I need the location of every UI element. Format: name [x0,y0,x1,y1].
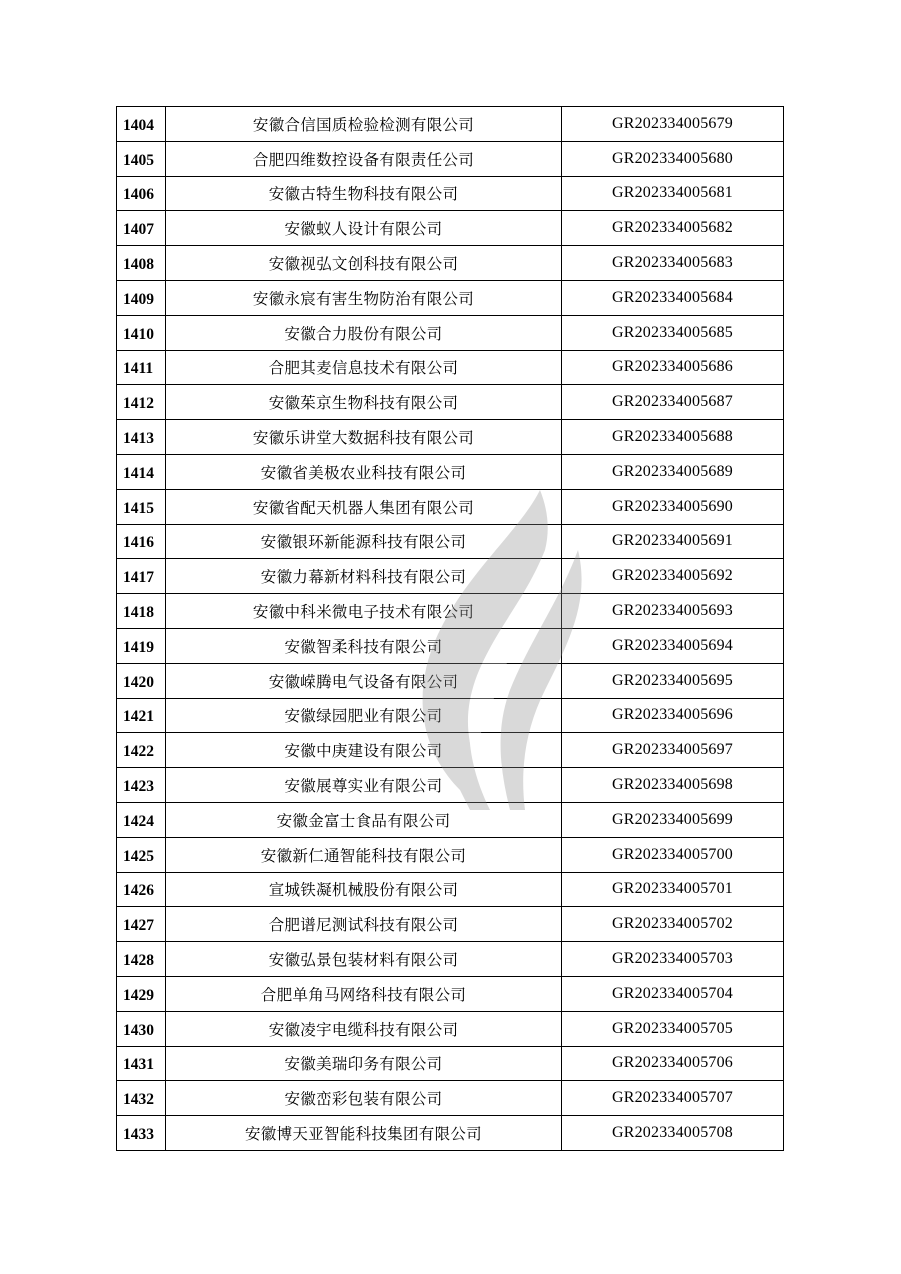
company-name-cell: 安徽力幕新材料科技有限公司 [166,559,562,594]
table-row [117,211,784,246]
certificate-number-cell: GR202334005702 [562,907,784,942]
table-row [117,246,784,281]
row-index-cell: 1404 [117,107,166,142]
company-name-cell: 安徽绿园肥业有限公司 [166,698,562,733]
row-index-cell: 1425 [117,837,166,872]
table-row [117,315,784,350]
table-row [117,976,784,1011]
row-index-cell: 1414 [117,454,166,489]
company-name-cell: 安徽智柔科技有限公司 [166,628,562,663]
table-row [117,454,784,489]
certificate-number-cell: GR202334005697 [562,733,784,768]
company-name-cell: 安徽嵘腾电气设备有限公司 [166,663,562,698]
certificate-number-cell: GR202334005685 [562,315,784,350]
table-row [117,802,784,837]
table-row [117,1116,784,1151]
row-index-cell: 1418 [117,594,166,629]
row-index-cell: 1422 [117,733,166,768]
row-index-cell: 1416 [117,524,166,559]
certificate-number-cell: GR202334005679 [562,107,784,142]
row-index-cell: 1421 [117,698,166,733]
row-index-cell: 1429 [117,976,166,1011]
row-index-cell: 1428 [117,942,166,977]
company-name-cell: 安徽金富士食品有限公司 [166,802,562,837]
row-index-cell: 1426 [117,872,166,907]
certificate-number-cell: GR202334005687 [562,385,784,420]
row-index-cell: 1408 [117,246,166,281]
table-row [117,420,784,455]
table-row [117,489,784,524]
certificate-number-cell: GR202334005701 [562,872,784,907]
table-row [117,1046,784,1081]
company-certificate-table [116,106,784,1151]
certificate-number-cell: GR202334005706 [562,1046,784,1081]
company-name-cell: 合肥四维数控设备有限责任公司 [166,141,562,176]
company-name-cell: 宣城铁凝机械股份有限公司 [166,872,562,907]
company-name-cell: 合肥单角马网络科技有限公司 [166,976,562,1011]
table-row [117,907,784,942]
certificate-number-cell: GR202334005698 [562,768,784,803]
row-index-cell: 1413 [117,420,166,455]
row-index-cell: 1405 [117,141,166,176]
company-name-cell: 合肥谱尼测试科技有限公司 [166,907,562,942]
row-index-cell: 1406 [117,176,166,211]
row-index-cell: 1409 [117,280,166,315]
table-row [117,663,784,698]
table-row [117,768,784,803]
row-index-cell: 1427 [117,907,166,942]
company-name-cell: 安徽蚁人设计有限公司 [166,211,562,246]
company-name-cell: 安徽博天亚智能科技集团有限公司 [166,1116,562,1151]
certificate-number-cell: GR202334005682 [562,211,784,246]
table-row [117,1081,784,1116]
table-row [117,280,784,315]
table-row [117,837,784,872]
certificate-number-cell: GR202334005689 [562,454,784,489]
table-row [117,141,784,176]
row-index-cell: 1411 [117,350,166,385]
table-row [117,176,784,211]
company-name-cell: 安徽视弘文创科技有限公司 [166,246,562,281]
row-index-cell: 1420 [117,663,166,698]
table-row [117,594,784,629]
row-index-cell: 1407 [117,211,166,246]
certificate-number-cell: GR202334005704 [562,976,784,1011]
certificate-number-cell: GR202334005696 [562,698,784,733]
certificate-number-cell: GR202334005695 [562,663,784,698]
certificate-number-cell: GR202334005683 [562,246,784,281]
certificate-number-cell: GR202334005693 [562,594,784,629]
table-row [117,107,784,142]
company-name-cell: 安徽新仁通智能科技有限公司 [166,837,562,872]
row-index-cell: 1410 [117,315,166,350]
certificate-number-cell: GR202334005684 [562,280,784,315]
row-index-cell: 1419 [117,628,166,663]
row-index-cell: 1412 [117,385,166,420]
row-index-cell: 1415 [117,489,166,524]
certificate-number-cell: GR202334005692 [562,559,784,594]
company-name-cell: 安徽弘景包装材料有限公司 [166,942,562,977]
row-index-cell: 1423 [117,768,166,803]
company-name-cell: 安徽展尊实业有限公司 [166,768,562,803]
company-name-cell: 安徽银环新能源科技有限公司 [166,524,562,559]
table-row [117,733,784,768]
table-row [117,385,784,420]
row-index-cell: 1432 [117,1081,166,1116]
row-index-cell: 1433 [117,1116,166,1151]
table-row [117,698,784,733]
table-row [117,872,784,907]
certificate-number-cell: GR202334005707 [562,1081,784,1116]
company-name-cell: 安徽茱京生物科技有限公司 [166,385,562,420]
table-row [117,350,784,385]
row-index-cell: 1424 [117,802,166,837]
table-body [117,107,784,1151]
certificate-number-cell: GR202334005680 [562,141,784,176]
certificate-number-cell: GR202334005699 [562,802,784,837]
company-name-cell: 安徽合信国质检验检测有限公司 [166,107,562,142]
company-name-cell: 安徽省配天机器人集团有限公司 [166,489,562,524]
company-name-cell: 安徽永宸有害生物防治有限公司 [166,280,562,315]
table-row [117,942,784,977]
table-row [117,628,784,663]
company-name-cell: 安徽美瑞印务有限公司 [166,1046,562,1081]
certificate-number-cell: GR202334005686 [562,350,784,385]
row-index-cell: 1417 [117,559,166,594]
company-name-cell: 安徽合力股份有限公司 [166,315,562,350]
certificate-number-cell: GR202334005700 [562,837,784,872]
company-name-cell: 安徽中庚建设有限公司 [166,733,562,768]
certificate-number-cell: GR202334005694 [562,628,784,663]
table-row [117,559,784,594]
company-name-cell: 安徽省美极农业科技有限公司 [166,454,562,489]
certificate-number-cell: GR202334005681 [562,176,784,211]
certificate-number-cell: GR202334005708 [562,1116,784,1151]
table-row [117,1011,784,1046]
row-index-cell: 1430 [117,1011,166,1046]
company-name-cell: 合肥其麦信息技术有限公司 [166,350,562,385]
certificate-number-cell: GR202334005703 [562,942,784,977]
company-name-cell: 安徽古特生物科技有限公司 [166,176,562,211]
company-name-cell: 安徽中科米微电子技术有限公司 [166,594,562,629]
table-row [117,524,784,559]
company-name-cell: 安徽峦彩包装有限公司 [166,1081,562,1116]
row-index-cell: 1431 [117,1046,166,1081]
certificate-number-cell: GR202334005691 [562,524,784,559]
certificate-number-cell: GR202334005690 [562,489,784,524]
company-name-cell: 安徽乐讲堂大数据科技有限公司 [166,420,562,455]
certificate-number-cell: GR202334005705 [562,1011,784,1046]
certificate-number-cell: GR202334005688 [562,420,784,455]
company-name-cell: 安徽凌宇电缆科技有限公司 [166,1011,562,1046]
